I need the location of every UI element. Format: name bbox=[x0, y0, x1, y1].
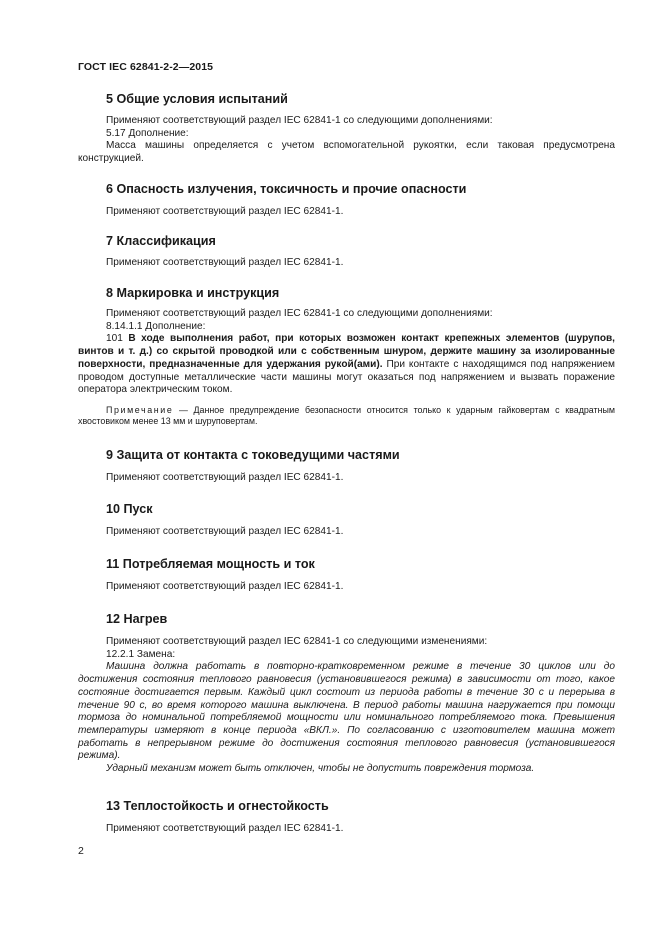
section-9-heading: 9 Защита от контакта с токоведущими частями bbox=[106, 448, 400, 462]
section-5-paragraph-1: Применяют соответствующий раздел IEC 62841-1 со следующими дополнениями: bbox=[106, 115, 493, 126]
section-9-paragraph-1: Применяют соответствующий раздел IEC 62841-1. bbox=[106, 472, 344, 483]
section-10-body bbox=[78, 526, 615, 539]
warning-rest-text: При контакте с находящимся под напряжением проводом доступные металлические части машины могут оказаться под напряжением и вызвать поражение оператора электрическим током. bbox=[78, 358, 615, 396]
page-number: 2 bbox=[78, 845, 84, 857]
section-13-body bbox=[78, 823, 615, 836]
section-8-paragraph-2: 8.14.1.1 Дополнение: bbox=[106, 320, 206, 332]
section-5-paragraph-3: Масса машины определяется с учетом вспомогательной рукоятки, если таковая предусмотрена конструкцией. bbox=[78, 140, 615, 165]
section-9-body bbox=[78, 472, 615, 485]
warning-number: 101 bbox=[106, 333, 129, 345]
section-6-body bbox=[78, 206, 615, 219]
section-13-paragraph-1: Применяют соответствующий раздел IEC 62841-1. bbox=[106, 823, 344, 834]
section-6-heading: 6 Опасность излучения, токсичность и прочие опасности bbox=[106, 182, 467, 196]
note-text: — Данное предупреждение безопасности относится только к ударным гайковертам с квадратным хвостовиком менее 13 мм и шуруповертам. bbox=[78, 404, 615, 427]
section-5-body bbox=[78, 115, 615, 166]
standard-designation: ГОСТ IEC 62841-2-2—2015 bbox=[78, 61, 214, 73]
section-12-paragraph-1: Применяют соответствующий раздел IEC 62841-1 со следующими изменениями: bbox=[106, 636, 488, 647]
section-7-heading: 7 Классификация bbox=[106, 234, 216, 248]
section-12-replacement-text: Машина должна работать в повторно-кратковременном режиме в течение 30 циклов или до достижения состояния теплового равновесия (установившегося режима) в зависимости от того, какое состояние достигается первым. Каждый цикл состоит из периода работы в течение 30 с и перерыва в течение 90 с, во время которого машина выключена. В период работы машина нагружается при помощи тормоза до номинальной потребляемой мощности или номинального потребляемого тока. Превышения температуры измеряют в конце периода «ВКЛ.». По согласованию с изготовителем машина может работать в непрерывном режиме до достижения состояния теплового равновесия (установившегося режима). bbox=[78, 661, 615, 762]
section-12-body bbox=[78, 636, 615, 776]
section-8-heading: 8 Маркировка и инструкция bbox=[106, 286, 280, 300]
section-5-paragraph-2: 5.17 Дополнение: bbox=[106, 127, 189, 139]
note-label: Примечание bbox=[106, 404, 174, 415]
section-13-heading: 13 Теплостойкость и огнестойкость bbox=[106, 799, 329, 813]
section-7-body bbox=[78, 257, 615, 270]
section-12-heading: 12 Нагрев bbox=[106, 612, 168, 626]
section-10-heading: 10 Пуск bbox=[106, 502, 153, 516]
section-11-paragraph-1: Применяют соответствующий раздел IEC 62841-1. bbox=[106, 581, 344, 592]
section-11-body bbox=[78, 581, 615, 594]
section-12-impact-note: Ударный механизм может быть отключен, чтобы не допустить повреждения тормоза. bbox=[106, 763, 535, 775]
section-8-note bbox=[78, 405, 615, 427]
section-7-paragraph-1: Применяют соответствующий раздел IEC 62841-1. bbox=[106, 257, 344, 268]
section-6-paragraph-1: Применяют соответствующий раздел IEC 62841-1. bbox=[106, 206, 344, 217]
section-8-warning-paragraph bbox=[78, 333, 615, 397]
section-12-paragraph-2: 12.2.1 Замена: bbox=[106, 648, 176, 660]
warning-bold-text: В ходе выполнения работ, при которых возможен контакт крепежных элементов (шурупов, винтов и т. д.) со скрытой проводкой или с собственным шнуром, держите машину за изолированные поверхности, предназначенные для удержания рукой(ами). bbox=[78, 333, 615, 370]
section-5-heading: 5 Общие условия испытаний bbox=[106, 92, 288, 106]
section-8-paragraph-1: Применяют соответствующий раздел IEC 62841-1 со следующими дополнениями: bbox=[106, 308, 493, 319]
section-10-paragraph-1: Применяют соответствующий раздел IEC 62841-1. bbox=[106, 526, 344, 537]
section-8-body bbox=[78, 308, 615, 427]
section-11-heading: 11 Потребляемая мощность и ток bbox=[106, 557, 315, 571]
